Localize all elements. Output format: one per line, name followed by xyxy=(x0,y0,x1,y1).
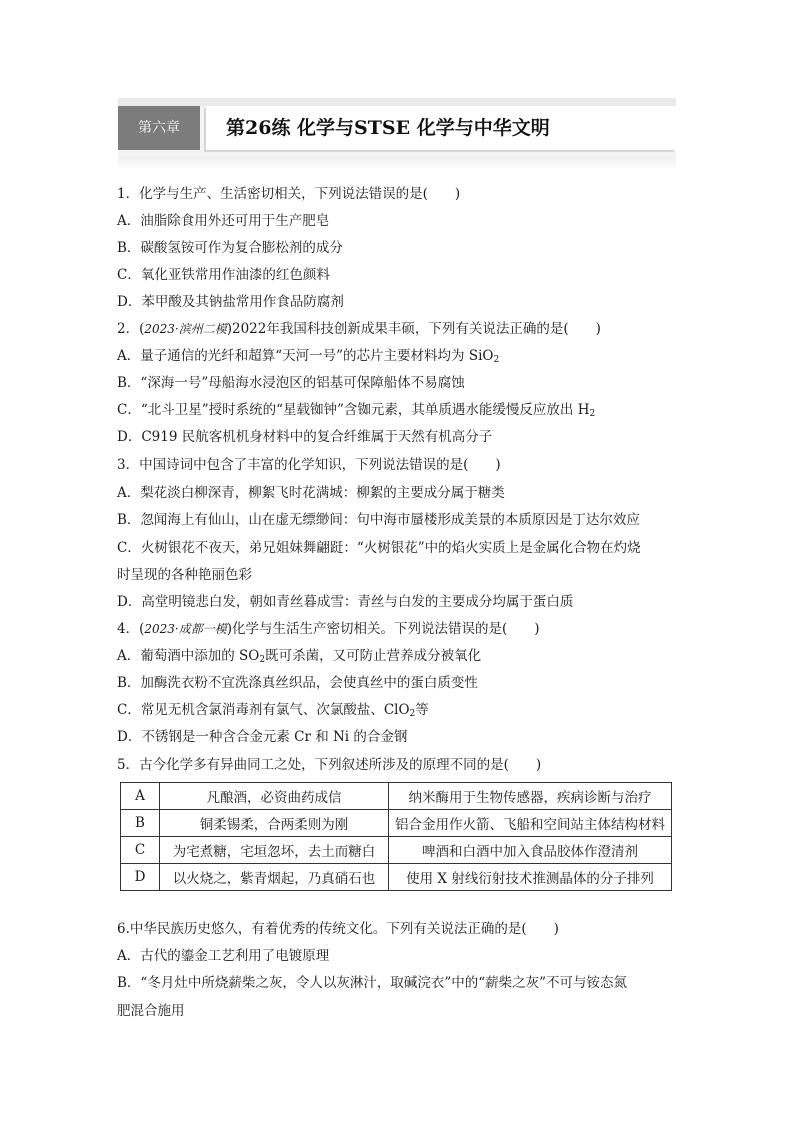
q4-option-c-text-end: 等 xyxy=(415,702,429,718)
option-label: D xyxy=(121,864,160,891)
q5-stem: 5．古今化学多有异曲同工之处，下列叙述所涉及的原理不同的是( ) xyxy=(117,757,542,773)
option-label: A xyxy=(121,783,160,810)
page-title: 第26练 化学与STSE 化学与中华文明 xyxy=(226,117,550,139)
header-shadow xyxy=(118,156,676,170)
table-row xyxy=(121,864,672,891)
table-row xyxy=(121,783,672,810)
q4-stem-text: )化学与生活生产密切相关。下列说法错误的是( ) xyxy=(226,621,540,637)
table-row xyxy=(121,810,672,837)
q4-option-a-subscript: 2 xyxy=(259,655,266,665)
q2-option-a-subscript: 2 xyxy=(493,355,500,365)
option-modern-text: 使用 X 射线衍射技术推测晶体的分子排列 xyxy=(389,864,672,891)
option-modern-text: 铝合金用作火箭、飞船和空间站主体结构材料 xyxy=(389,810,672,837)
q1-option-c: C．氧化亚铁常用作油漆的红色颜料 xyxy=(117,267,330,283)
q4-option-c-subscript: 2 xyxy=(409,709,416,719)
option-ancient-text: 凡酿酒，必资曲药成信 xyxy=(160,783,389,810)
option-ancient-text: 以火烧之，紫青烟起，乃真硝石也 xyxy=(160,864,389,891)
q4-option-a xyxy=(117,647,481,669)
option-ancient-text: 为宅煮糖，宅垣忽坏，去土而糖白 xyxy=(160,837,389,864)
q2-stem xyxy=(117,320,601,338)
q2-number: 2．( xyxy=(117,321,145,337)
q3-option-c-continued: 时呈现的各种艳丽色彩 xyxy=(117,567,252,583)
q2-option-b: B．“深海一号”母船海水浸泡区的铝基可保障船体不易腐蚀 xyxy=(117,375,465,391)
q4-option-b: B．加酶洗衣粉不宜洗涤真丝织品，会使真丝中的蛋白质变性 xyxy=(117,675,478,691)
q6-stem: 6.中华民族历史悠久，有着优秀的传统文化。下列有关说法正确的是( ) xyxy=(117,921,559,937)
q4-option-c-text: C．常见无机含氯消毒剂有氯气、次氯酸盐、ClO xyxy=(117,702,410,718)
q4-number: 4．( xyxy=(117,621,145,637)
q1-option-b: B．碳酸氢铵可作为复合膨松剂的成分 xyxy=(117,240,343,256)
q1-option-d: D．苯甲酸及其钠盐常用作食品防腐剂 xyxy=(117,294,344,310)
q2-stem-text: )2022年我国科技创新成果丰硕，下列有关说法正确的是( ) xyxy=(226,321,601,337)
q4-stem xyxy=(117,620,540,638)
q1-option-a: A．油脂除食用外还可用于生产肥皂 xyxy=(117,213,330,229)
q2-source: 2023·滨州二模 xyxy=(144,322,227,336)
option-label: B xyxy=(121,810,160,837)
option-modern-text: 啤酒和白酒中加入食品胶体作澄清剂 xyxy=(389,837,672,864)
q2-option-d: D．C919 民航客机机身材料中的复合纤维属于天然有机高分子 xyxy=(117,429,493,445)
q4-option-a-text: A．葡萄酒中添加的 SO xyxy=(117,648,260,664)
q2-option-a xyxy=(117,347,499,369)
q2-option-c-subscript: 2 xyxy=(589,409,596,419)
q4-option-a-text-end: 既可杀菌，又可防止营养成分被氧化 xyxy=(265,648,482,664)
q3-option-b: B．忽闻海上有仙山，山在虚无缥缈间：句中海市蜃楼形成美景的本质原因是丁达尔效应 xyxy=(117,512,640,528)
q2-option-c xyxy=(117,401,595,423)
q3-stem: 3．中国诗词中包含了丰富的化学知识，下列说法错误的是( ) xyxy=(117,457,501,473)
q3-option-c: C．火树银花不夜天，弟兄姐妹舞翩跹：“火树银花”中的焰火实质上是金属化合物在灼烧 xyxy=(117,540,641,556)
q3-option-a: A．梨花淡白柳深青，柳絮飞时花满城：柳絮的主要成分属于糖类 xyxy=(117,485,505,501)
q6-option-b-continued: 肥混合施用 xyxy=(117,1003,185,1019)
q4-option-c xyxy=(117,701,429,723)
q2-option-a-text: A．量子通信的光纤和超算“天河一号”的芯片主要材料均为 SiO xyxy=(117,348,494,364)
q3-option-d: D．高堂明镜悲白发，朝如青丝暮成雪：青丝与白发的主要成分均属于蛋白质 xyxy=(117,594,574,610)
option-modern-text: 纳米酶用于生物传感器，疾病诊断与治疗 xyxy=(389,783,672,810)
q1-stem: 1．化学与生产、生活密切相关，下列说法错误的是( ) xyxy=(117,186,461,202)
option-label: C xyxy=(121,837,160,864)
q6-option-a: A．古代的鎏金工艺利用了电镀原理 xyxy=(117,948,330,964)
q2-option-c-text: C．“北斗卫星”授时系统的“星载铷钟”含铷元素，其单质遇水能缓慢反应放出 H xyxy=(117,402,590,418)
q5-options-table xyxy=(120,782,672,891)
q6-option-b: B．“冬月灶中所烧薪柴之灰，令人以灰淋汁，取碱浣衣”中的“薪柴之灰”不可与铵态氮 xyxy=(117,975,628,991)
table-row xyxy=(121,837,672,864)
q4-source: 2023·成都一模 xyxy=(144,622,227,636)
option-ancient-text: 铜柔锡柔，合两柔则为刚 xyxy=(160,810,389,837)
chapter-tab: 第六章 xyxy=(118,106,200,150)
q4-option-d: D．不锈钢是一种含合金元素 Cr 和 Ni 的合金钢 xyxy=(117,729,408,745)
